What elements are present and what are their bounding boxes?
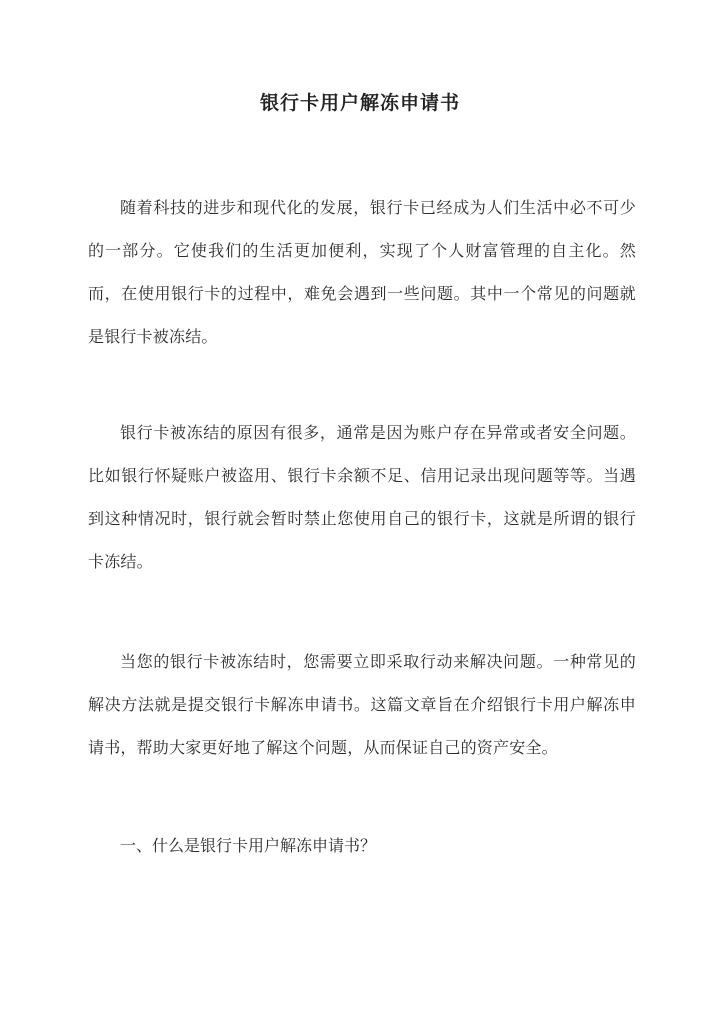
paragraph-1: 随着科技的进步和现代化的发展，银行卡已经成为人们生活中必不可少的一部分。它使我们的生活更加便利，实现了个人财富管理的自主化。然而，在使用银行卡的过程中，难免会遇到一些问题。其中一个常见的问题就是银行卡被冻结。 — [88, 198, 636, 346]
document-title: 银行卡用户解冻申请书 — [259, 92, 460, 114]
section-heading: 一、什么是银行卡用户解冻申请书？ — [120, 836, 377, 855]
paragraph-3: 当您的银行卡被冻结时，您需要立即采取行动来解决问题。一种常见的解决方法就是提交银行卡解冻申请书。这篇文章旨在介绍银行卡用户解冻申请书，帮助大家更好地了解这个问题，从而保证自己的资产安全。 — [88, 652, 636, 757]
paragraph-2: 银行卡被冻结的原因有很多，通常是因为账户存在异常或者安全问题。比如银行怀疑账户被盗用、银行卡余额不足、信用记录出现问题等等。当遇到这种情况时，银行就会暂时禁止您使用自己的银行卡，这就是所谓的银行卡冻结。 — [88, 423, 636, 571]
